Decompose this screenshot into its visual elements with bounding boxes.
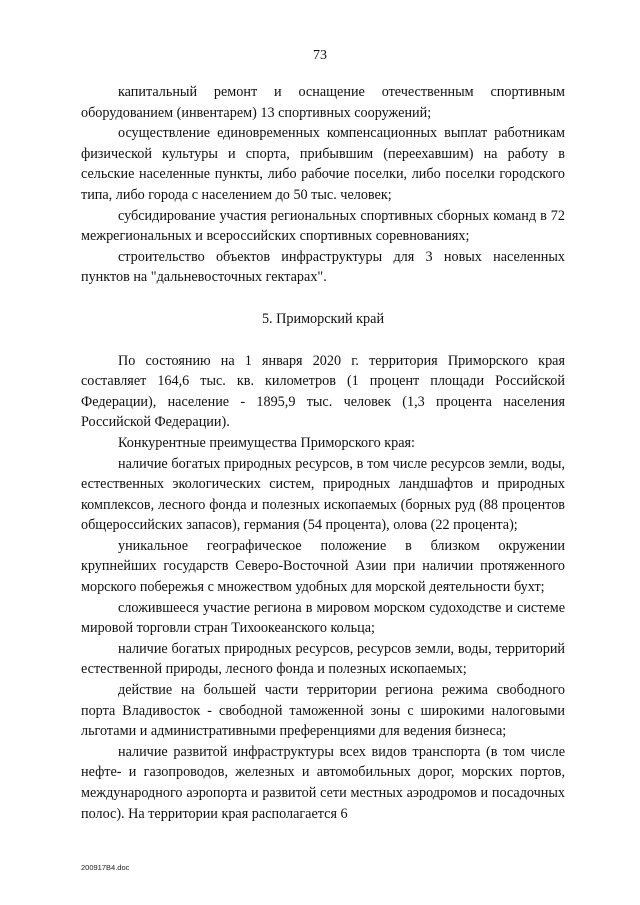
paragraph-natural-resources: наличие богатых природных ресурсов, в том числе ресурсов земли, воды, естественных экологических систем, природных ландшафтов и природных комплексов, лесного фонда и полезных ископаемых (борных руд (88 процентов общероссийских запасов), германия (54 процента), олова (22 процента); bbox=[81, 455, 565, 534]
section-heading: 5. Приморский край bbox=[261, 310, 385, 327]
paragraph-compensation-payments: осуществление единовременных компенсационных выплат работникам физической культуры и спорта, прибывшим (переехавшим) на работу в сельские населенные пункты, либо рабочие поселки, либо поселки городского типа, либо города с населением до 50 тыс. человек; bbox=[81, 125, 565, 203]
paragraph-territory-stats: По состоянию на 1 января 2020 г. территория Приморского края составляет 164,6 тыс. кв. километров (1 процент площади Российской Федерации), население - 1895,9 тыс. человек (1,3 процента населения Российской Федерации). bbox=[81, 352, 565, 431]
paragraph-rich-resources: наличие богатых природных ресурсов, ресурсов земли, воды, территорий естественной природы, лесного фонда и полезных ископаемых; bbox=[81, 640, 565, 678]
page-number: 73 bbox=[313, 48, 327, 63]
paragraph-sports-repair: капитальный ремонт и оснащение отечественным спортивным оборудованием (инвентарем) 13 спортивных сооружений; bbox=[81, 84, 565, 121]
footer-document-code: 200917В4.doc bbox=[81, 863, 130, 872]
paragraph-transport-infrastructure: наличие развитой инфраструктуры всех видов транспорта (в том числе нефте- и газопроводов, железных и автомобильных дорог, морских портов, международного аэропорта и развитой сети местных аэродромов и посадочных полос). На территории края располагается 6 bbox=[81, 743, 565, 822]
paragraph-team-subsidies: субсидирование участия региональных спортивных сборных команд в 72 межрегиональных и всероссийских спортивных соревнованиях; bbox=[81, 207, 565, 245]
paragraph-geographic-position: уникальное географическое положение в близком окружении крупнейших государств Северо-Восточной Азии при наличии протяженного морского побережья с множеством удобных для морской деятельности бухт; bbox=[81, 537, 565, 596]
paragraph-advantages-intro: Конкурентные преимущества Приморского края: bbox=[118, 434, 415, 451]
paragraph-infrastructure-hectares: строительство объектов инфраструктуры для 3 новых населенных пунктов на "дальневосточных гектарах". bbox=[81, 248, 565, 286]
paragraph-free-port: действие на большей части территории региона режима свободного порта Владивосток - свободной таможенной зоны с широкими налоговыми льготами и административными преференциями для ведения бизнеса; bbox=[81, 682, 565, 740]
paragraph-maritime-trade: сложившееся участие региона в мировом морском судоходстве и системе мировой торговли стран Тихоокеанского кольца; bbox=[81, 599, 565, 637]
document-body bbox=[81, 82, 565, 824]
